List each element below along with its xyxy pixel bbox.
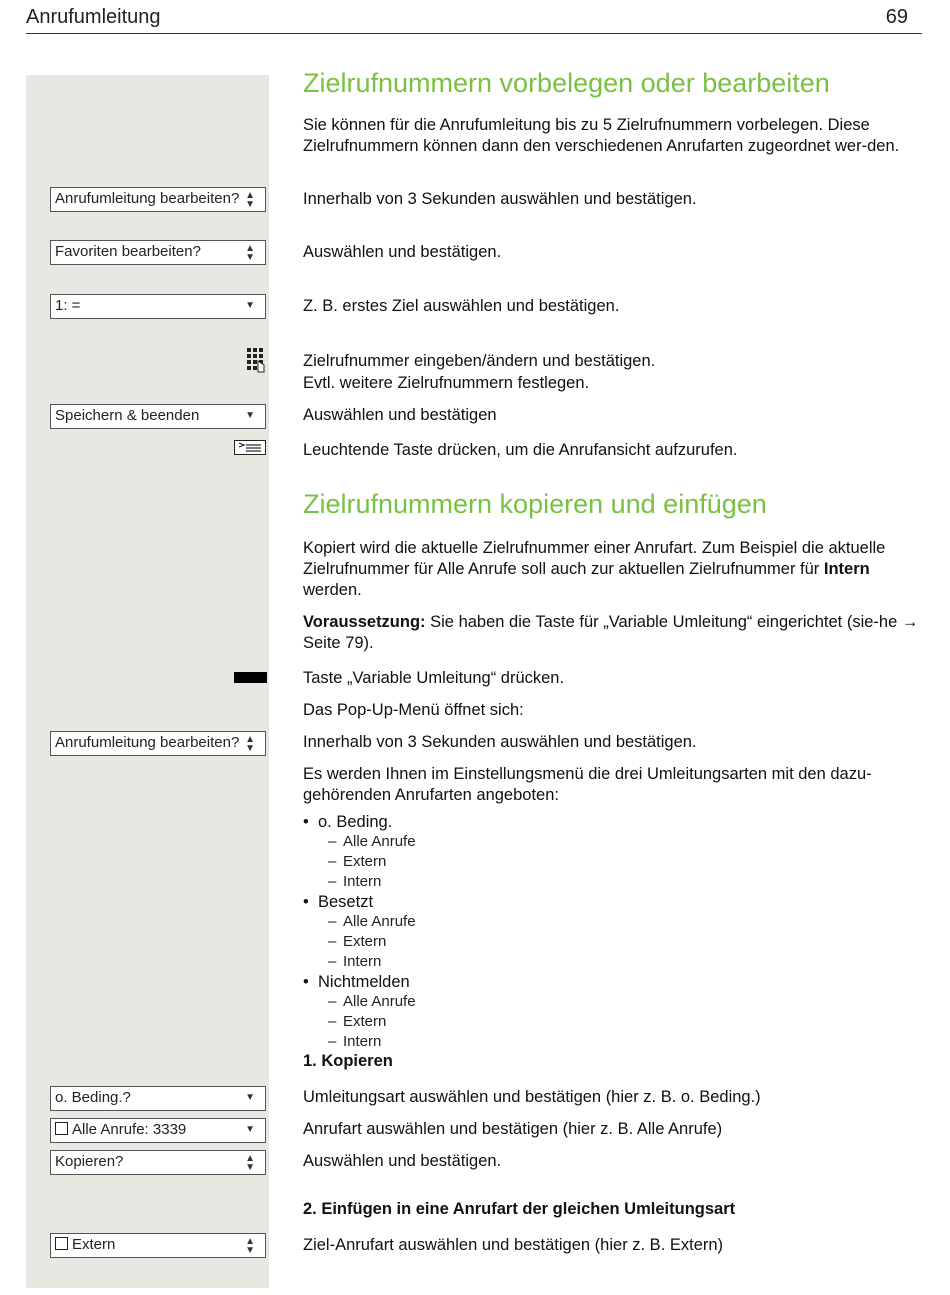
section-heading-kopieren: Zielrufnummern kopieren und einfügen: [303, 489, 767, 519]
s2-step2: Das Pop-Up-Menü öffnet sich:: [303, 701, 524, 719]
s1-step2: Auswählen und bestätigen.: [303, 243, 502, 261]
display-label: Alle Anrufe: 3339: [72, 1121, 187, 1138]
checkbox-icon: [55, 1122, 68, 1135]
list-item: • Nichtmelden: [303, 973, 410, 991]
section1-intro: Sie können für die Anrufumleitung bis zu 5 Zielrufnummern vorbelegen. Diese Zielrufnummern können dann den verschiedenen Anrufarten zugeordnet wer-den.: [303, 116, 900, 155]
s2-step4: Es werden Ihnen im Einstellungsmenü die drei Umleitungsarten mit den dazu-gehörenden Anrufarten angeboten:: [303, 765, 872, 804]
down-arrow-icon: ▼: [245, 1092, 255, 1103]
display-extern[interactable]: [50, 1233, 266, 1258]
display-alle-anrufe[interactable]: [50, 1118, 266, 1143]
s1-step6: Leuchtende Taste drücken, um die Anrufansicht aufzurufen.: [303, 441, 738, 459]
down-arrow-icon: ▼: [245, 300, 255, 311]
s1-step5: Auswählen und bestätigen: [303, 406, 497, 424]
list-subitem: – Intern: [328, 953, 382, 970]
s1-step4b: Evtl. weitere Zielrufnummern festlegen.: [303, 374, 590, 392]
updown-arrow-icon: ▲ ▼: [245, 190, 255, 210]
list-subitem: – Alle Anrufe: [328, 993, 416, 1010]
n1-step1: Umleitungsart auswählen und bestätigen (hier z. B. o. Beding.): [303, 1088, 761, 1106]
display-favoriten-bearbeiten[interactable]: [50, 240, 266, 265]
display-anrufumleitung-bearbeiten-2[interactable]: [50, 731, 266, 756]
down-arrow-icon: ▼: [245, 410, 255, 421]
n1-step3: Auswählen und bestätigen.: [303, 1152, 502, 1170]
s1-step3: Z. B. erstes Ziel auswählen und bestätigen.: [303, 297, 620, 315]
list-subitem: – Extern: [328, 853, 387, 870]
keypad-icon: [247, 348, 267, 374]
list-item: • Besetzt: [303, 893, 374, 911]
list-subitem: – Intern: [328, 1033, 382, 1050]
black-key-icon: [234, 672, 267, 683]
display-ziel-1[interactable]: [50, 294, 266, 319]
n2-step1: Ziel-Anrufart auswählen und bestätigen (hier z. B. Extern): [303, 1236, 724, 1254]
list-subitem: – Extern: [328, 933, 387, 950]
display-label: Extern: [72, 1236, 116, 1253]
down-arrow-icon: ▼: [245, 1124, 255, 1135]
list-subitem: – Alle Anrufe: [328, 913, 416, 930]
numbered-step-kopieren: 1. Kopieren: [303, 1052, 393, 1070]
menu-key-icon: [234, 440, 266, 455]
display-label: Kopieren?: [55, 1153, 124, 1170]
section2-intro: Kopiert wird die aktuelle Zielrufnummer einer Anrufart. Zum Beispiel die aktuelle Zielrufnummer für Alle Anrufe soll auch zur aktuellen Zielrufnummer für Intern werden.: [303, 539, 886, 599]
display-label: Anrufumleitung bearbeiten?: [55, 190, 240, 207]
section2-prerequisite: Voraussetzung: Sie haben die Taste für „Variable Umleitung“ eingerichtet (sie-he → Seite 79).: [303, 613, 919, 652]
display-label: o. Beding.?: [55, 1089, 131, 1106]
header-divider: [26, 33, 922, 34]
display-anrufumleitung-bearbeiten[interactable]: [50, 187, 266, 212]
updown-arrow-icon: ▲ ▼: [245, 1153, 255, 1173]
list-item: • o. Beding.: [303, 813, 393, 831]
display-label: Speichern & beenden: [55, 407, 200, 424]
page-number: 69: [885, 6, 908, 28]
display-o-beding[interactable]: [50, 1086, 266, 1111]
display-label: 1: =: [55, 297, 81, 314]
updown-arrow-icon: ▲ ▼: [245, 734, 255, 754]
checkbox-icon: [55, 1237, 68, 1250]
s1-step1: Innerhalb von 3 Sekunden auswählen und bestätigen.: [303, 190, 697, 208]
section-heading-vorbelegen: Zielrufnummern vorbelegen oder bearbeiten: [303, 68, 830, 98]
display-kopieren[interactable]: [50, 1150, 266, 1175]
s1-step4a: Zielrufnummer eingeben/ändern und bestätigen.: [303, 352, 656, 370]
n1-step2: Anrufart auswählen und bestätigen (hier z. B. Alle Anrufe): [303, 1120, 723, 1138]
list-subitem: – Alle Anrufe: [328, 833, 416, 850]
s2-step1: Taste „Variable Umleitung“ drücken.: [303, 669, 565, 687]
s2-step3: Innerhalb von 3 Sekunden auswählen und bestätigen.: [303, 733, 697, 751]
display-label: Anrufumleitung bearbeiten?: [55, 734, 240, 751]
display-speichern-beenden[interactable]: [50, 404, 266, 429]
updown-arrow-icon: ▲ ▼: [245, 1236, 255, 1256]
list-subitem: – Extern: [328, 1013, 387, 1030]
list-subitem: – Intern: [328, 873, 382, 890]
display-label: Favoriten bearbeiten?: [55, 243, 201, 260]
header-title: Anrufumleitung: [26, 6, 161, 28]
updown-arrow-icon: ▲ ▼: [245, 243, 255, 263]
numbered-step-einfuegen: 2. Einfügen in eine Anrufart der gleichen Umleitungsart: [303, 1200, 736, 1218]
